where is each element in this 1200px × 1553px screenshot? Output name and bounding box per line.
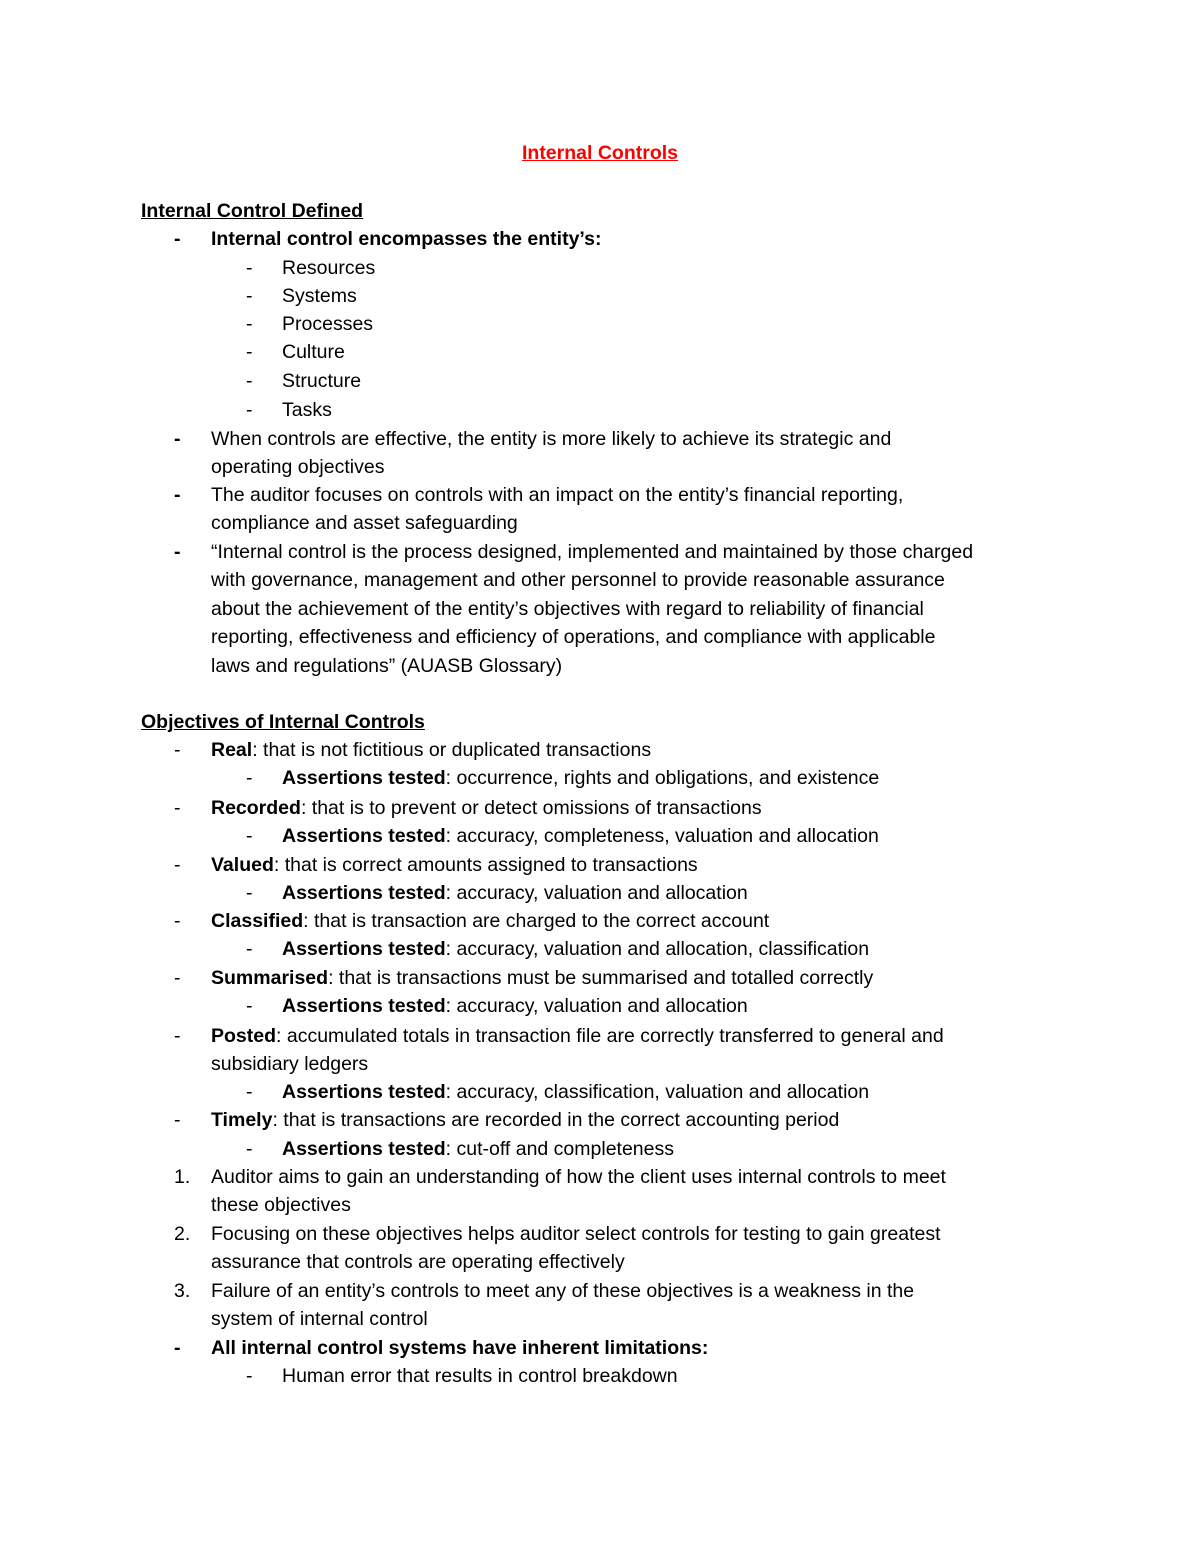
sub-bullet-marker: -	[246, 882, 253, 904]
section-heading-internal-control-defined: Internal Control Defined	[141, 200, 364, 222]
list-number: 2.	[174, 1223, 191, 1245]
sub-bullet-marker: -	[246, 341, 253, 363]
bullet-effective-line-1: When controls are effective, the entity is more likely to achieve its strategic and	[211, 428, 892, 450]
bullet-marker: -	[174, 854, 181, 876]
sub-bullet-marker: -	[246, 285, 253, 307]
assertions-label: Assertions tested	[282, 938, 446, 960]
assertions-label: Assertions tested	[282, 1138, 446, 1160]
definition-quote-line-1: “Internal control is the process designed, implemented and maintained by those charged	[211, 541, 974, 563]
numbered-item-3-line-2: system of internal control	[211, 1308, 428, 1330]
objective-classified	[211, 907, 769, 935]
bullet-auditor-focus-line-1: The auditor focuses on controls with an impact on the entity’s financial reporting,	[211, 484, 904, 506]
assertions-text: : accuracy, valuation and allocation	[445, 882, 748, 904]
assertions-text: : accuracy, valuation and allocation, classification	[445, 938, 870, 960]
list-item-culture: Culture	[282, 341, 345, 363]
bullet-marker: -	[174, 428, 181, 450]
numbered-item-2-line-2: assurance that controls are operating effectively	[211, 1251, 625, 1273]
objective-description: : that is transaction are charged to the correct account	[303, 910, 770, 932]
bullet-inherent-limitations: All internal control systems have inherent limitations:	[211, 1337, 709, 1359]
sub-bullet-marker: -	[246, 1081, 253, 1103]
bullet-marker: -	[174, 910, 181, 932]
objective-term: Valued	[211, 854, 274, 876]
sub-bullet-marker: -	[246, 995, 253, 1017]
list-number: 3.	[174, 1280, 191, 1302]
bullet-marker: -	[174, 484, 181, 506]
list-item-human-error: Human error that results in control breakdown	[282, 1365, 678, 1387]
objective-term: Timely	[211, 1109, 273, 1131]
assertions-summarised	[282, 992, 748, 1020]
bullet-marker: -	[174, 1025, 181, 1047]
assertions-label: Assertions tested	[282, 767, 446, 789]
list-item-processes: Processes	[282, 313, 374, 335]
list-item-systems: Systems	[282, 285, 357, 307]
numbered-item-2-line-1: Focusing on these objectives helps auditor select controls for testing to gain greatest	[211, 1223, 941, 1245]
objective-description: : that is not fictitious or duplicated transactions	[252, 739, 652, 761]
bullet-marker: -	[174, 228, 181, 250]
objective-description: : accumulated totals in transaction file are correctly transferred to general and	[276, 1025, 944, 1047]
objective-posted-line-2: subsidiary ledgers	[211, 1053, 369, 1075]
objective-description: : that is correct amounts assigned to transactions	[273, 854, 698, 876]
sub-bullet-marker: -	[246, 257, 253, 279]
objective-summarised	[211, 964, 873, 992]
list-item-structure: Structure	[282, 370, 362, 392]
bullet-effective-line-2: operating objectives	[211, 456, 385, 478]
assertions-valued	[282, 879, 748, 907]
assertions-recorded	[282, 822, 879, 850]
objective-description: : that is transactions must be summarised and totalled correctly	[328, 967, 874, 989]
assertions-label: Assertions tested	[282, 1081, 446, 1103]
definition-quote-line-3: about the achievement of the entity’s objectives with regard to reliability of financial	[211, 598, 924, 620]
list-number: 1.	[174, 1166, 191, 1188]
bullet-marker: -	[174, 967, 181, 989]
bullet-marker: -	[174, 739, 181, 761]
objective-description: : that is to prevent or detect omissions of transactions	[300, 797, 762, 819]
objective-posted	[211, 1022, 944, 1050]
assertions-text: : accuracy, completeness, valuation and allocation	[445, 825, 879, 847]
section-heading-objectives: Objectives of Internal Controls	[141, 711, 425, 733]
objective-term: Classified	[211, 910, 304, 932]
definition-quote-line-4: reporting, effectiveness and efficiency of operations, and compliance with applicable	[211, 626, 936, 648]
numbered-item-3-line-1: Failure of an entity’s controls to meet any of these objectives is a weakness in the	[211, 1280, 915, 1302]
definition-quote-line-5: laws and regulations” (AUASB Glossary)	[211, 655, 563, 677]
assertions-label: Assertions tested	[282, 882, 446, 904]
bullet-encompasses: Internal control encompasses the entity’s:	[211, 228, 602, 250]
assertions-timely	[282, 1135, 674, 1163]
objective-term: Posted	[211, 1025, 277, 1047]
assertions-label: Assertions tested	[282, 825, 446, 847]
assertions-classified	[282, 935, 869, 963]
bullet-marker: -	[174, 541, 181, 563]
assertions-text: : accuracy, valuation and allocation	[445, 995, 748, 1017]
assertions-label: Assertions tested	[282, 995, 446, 1017]
assertions-text: : accuracy, classification, valuation and allocation	[445, 1081, 870, 1103]
objective-valued	[211, 851, 698, 879]
bullet-auditor-focus-line-2: compliance and asset safeguarding	[211, 512, 518, 534]
objective-term: Real	[211, 739, 253, 761]
assertions-text: : cut-off and completeness	[445, 1138, 674, 1160]
bullet-marker: -	[174, 1337, 181, 1359]
assertions-text: : occurrence, rights and obligations, and existence	[445, 767, 880, 789]
sub-bullet-marker: -	[246, 399, 253, 421]
objective-real	[211, 736, 651, 764]
objective-timely	[211, 1106, 839, 1134]
assertions-real	[282, 764, 879, 792]
objective-term: Summarised	[211, 967, 329, 989]
sub-bullet-marker: -	[246, 825, 253, 847]
objective-recorded	[211, 794, 762, 822]
definition-quote-line-2: with governance, management and other personnel to provide reasonable assurance	[211, 569, 945, 591]
sub-bullet-marker: -	[246, 938, 253, 960]
sub-bullet-marker: -	[246, 370, 253, 392]
objective-term: Recorded	[211, 797, 301, 819]
list-item-tasks: Tasks	[282, 399, 332, 421]
bullet-marker: -	[174, 797, 181, 819]
bullet-marker: -	[174, 1109, 181, 1131]
list-item-resources: Resources	[282, 257, 376, 279]
document-title: Internal Controls	[521, 142, 678, 164]
sub-bullet-marker: -	[246, 767, 253, 789]
objective-description: : that is transactions are recorded in the correct accounting period	[272, 1109, 840, 1131]
numbered-item-1-line-2: these objectives	[211, 1194, 351, 1216]
sub-bullet-marker: -	[246, 1138, 253, 1160]
numbered-item-1-line-1: Auditor aims to gain an understanding of how the client uses internal controls to meet	[211, 1166, 946, 1188]
assertions-posted	[282, 1078, 869, 1106]
sub-bullet-marker: -	[246, 313, 253, 335]
sub-bullet-marker: -	[246, 1365, 253, 1387]
